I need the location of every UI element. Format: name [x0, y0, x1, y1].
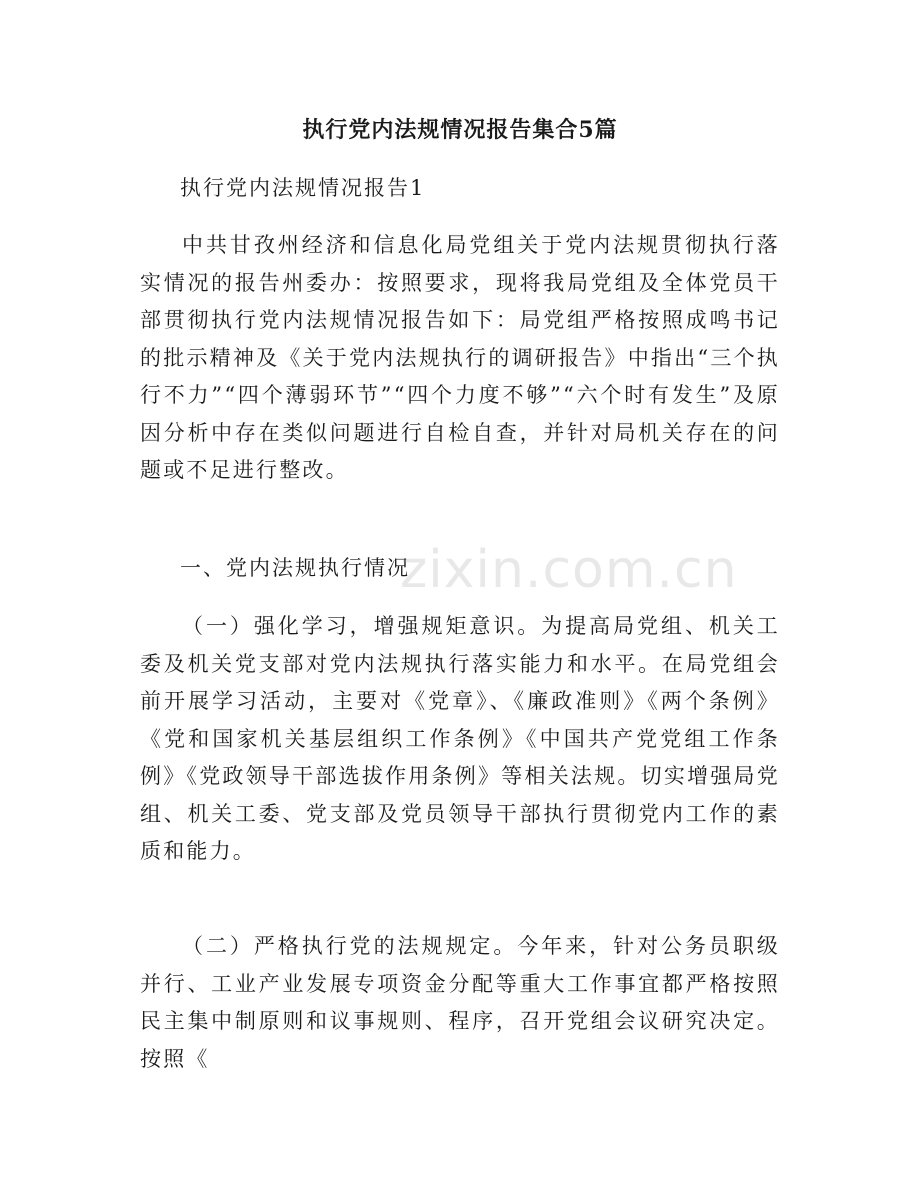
watermark-text: zixin.com.cn [400, 540, 738, 600]
report-subtitle: 执行党内法规情况报告1 [180, 176, 426, 200]
paragraph-study: （一）强化学习，增强规矩意识。为提高局党组、机关工委及机关党支部对党内法规执行落实能力和水平。在局党组会前开展学习活动，主要对《党章》、《廉政准则》《两个条例》《党和国家机关基层组织工作条例》《中国共产党党组工作条例》《党政领导干部选拔作用条例》等相关法规。切实增强局党组、机关工委、党支部及党员领导干部执行贯彻党内工作的素质和能力。 [140, 614, 780, 863]
paragraph-regulations: （二）严格执行党的法规规定。今年来，针对公务员职级并行、工业产业发展专项资金分配等重大工作事宜都严格按照民主集中制原则和议事规则、程序，召开党组会议研究决定。按照《 [140, 934, 780, 1071]
document-title: 执行党内法规情况报告集合5篇 [302, 117, 618, 143]
section-heading: 一、党内法规执行情况 [180, 556, 410, 580]
paragraph-intro: 中共甘孜州经济和信息化局党组关于党内法规贯彻执行落实情况的报告州委办：按照要求，现将我局党组及全体党员干部贯彻执行党内法规情况报告如下：局党组严格按照成鸣书记的批示精神及《关于党内法规执行的调研报告》中指出“三个执行不力”“四个薄弱环节”“四个力度不够”“六个时有发生”及原因分析中存在类似问题进行自检自查，并针对局机关存在的问题或不足进行整改。 [140, 233, 780, 482]
